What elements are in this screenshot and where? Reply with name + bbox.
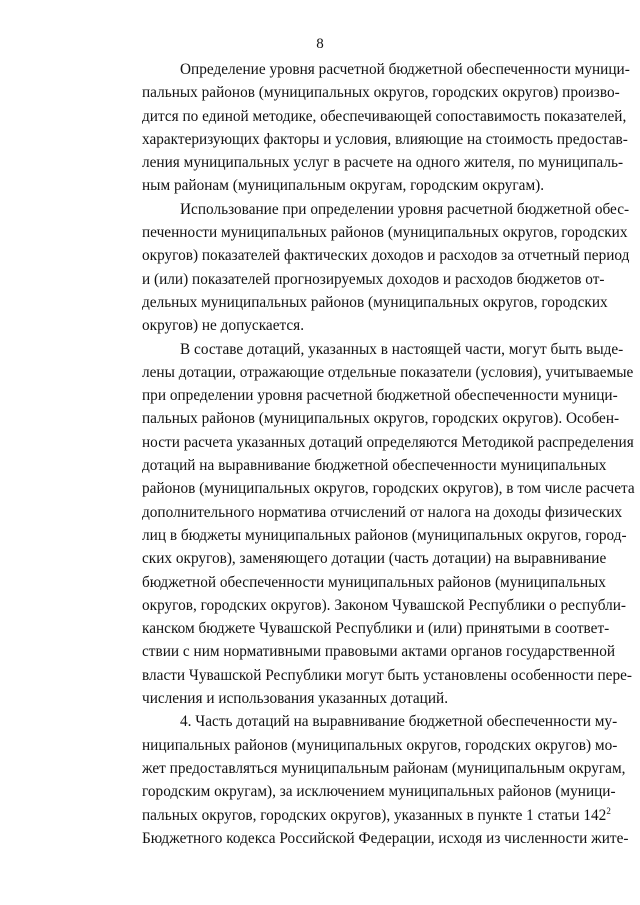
text-line: характеризующих факторы и условия, влияющие на стоимость предостав-	[142, 130, 628, 148]
text-line-with-superscript	[104, 804, 611, 827]
text-line: лены дотации, отражающие отдельные показатели (условия), учитываемые	[142, 363, 634, 381]
page-number: 8	[316, 36, 324, 52]
text-line: пальных районов (муниципальных округов, городских округов). Особен-	[142, 410, 620, 428]
text-line: городским округам), за исключением муниципальных районов (муници-	[142, 783, 616, 801]
text-line: пальных районов (муниципальных округов, городских округов) произво-	[142, 84, 620, 102]
text-line: при определении уровня расчетной бюджетной обеспеченности муници-	[142, 387, 618, 405]
text-line: округов) показателей фактических доходов и расходов за отчетный период	[142, 247, 630, 265]
text-line: дится по единой методике, обеспечивающей сопоставимость показателей,	[142, 107, 627, 125]
text-line: ным районам (муниципальным округам, городским округам).	[142, 177, 545, 195]
document-body	[104, 58, 635, 850]
text-line: дельных муниципальных районов (муниципальных округов, городских	[142, 293, 608, 311]
paragraph-3	[104, 338, 635, 711]
text-line: дополнительного норматива отчислений от налога на доходы физических	[142, 503, 623, 521]
text-line: Использование при определении уровня расчетной бюджетной обес-	[180, 200, 630, 218]
text-line: округов, городских округов). Законом Чувашской Республики о республи-	[142, 596, 627, 614]
text-line: округов) не допускается.	[142, 317, 305, 335]
article-superscript: 2	[606, 805, 611, 816]
text-line: бюджетной обеспеченности муниципальных районов (муниципальных	[142, 573, 606, 591]
text-line: ности расчета указанных дотаций определяются Методикой распределения	[142, 433, 634, 451]
text-line: Определение уровня расчетной бюджетной обеспеченности муници-	[180, 61, 630, 78]
text-line-content: пальных округов, городских округов), указанных в пункте 1 статьи 142	[142, 806, 607, 824]
text-line: ствии с ним нормативными правовыми актами органов государственной	[142, 643, 616, 661]
text-line: канском бюджете Чувашской Республики и (или) принятыми в соответ-	[142, 620, 610, 638]
text-line: ниципальных районов (муниципальных округов, городских округов) мо-	[142, 736, 618, 754]
text-line: районов (муниципальных округов, городских округов), в том числе расчета	[142, 480, 635, 498]
text-line: ления муниципальных услуг в расчете на одного жителя, по муниципаль-	[142, 154, 624, 172]
text-line: дотаций на выравнивание бюджетной обеспеченности муниципальных	[142, 457, 607, 475]
text-line: печенности муниципальных районов (муниципальных округов, городских	[142, 224, 628, 242]
text-line: 4. Часть дотаций на выравнивание бюджетной обеспеченности му-	[180, 713, 618, 731]
text-line: ских округов), заменяющего дотации (часть дотации) на выравнивание	[142, 550, 607, 568]
text-line: и (или) показателей прогнозируемых доходов и расходов бюджетов от-	[142, 270, 605, 288]
paragraph-2	[104, 198, 630, 338]
text-line: Бюджетного кодекса Российской Федерации, исходя из численности жите-	[142, 829, 629, 847]
text-line: власти Чувашской Республики могут быть установлены особенности пере-	[142, 666, 632, 684]
paragraph-1	[104, 58, 630, 198]
text-line: В составе дотаций, указанных в настоящей части, могут быть выде-	[180, 340, 624, 358]
paragraph-4	[104, 710, 629, 850]
text-line: числения и использования указанных дотаций.	[142, 690, 449, 708]
text-line: жет предоставляться муниципальным районам (муниципальным округам,	[142, 759, 626, 777]
text-line: лиц в бюджеты муниципальных районов (муниципальных округов, город-	[142, 526, 627, 544]
